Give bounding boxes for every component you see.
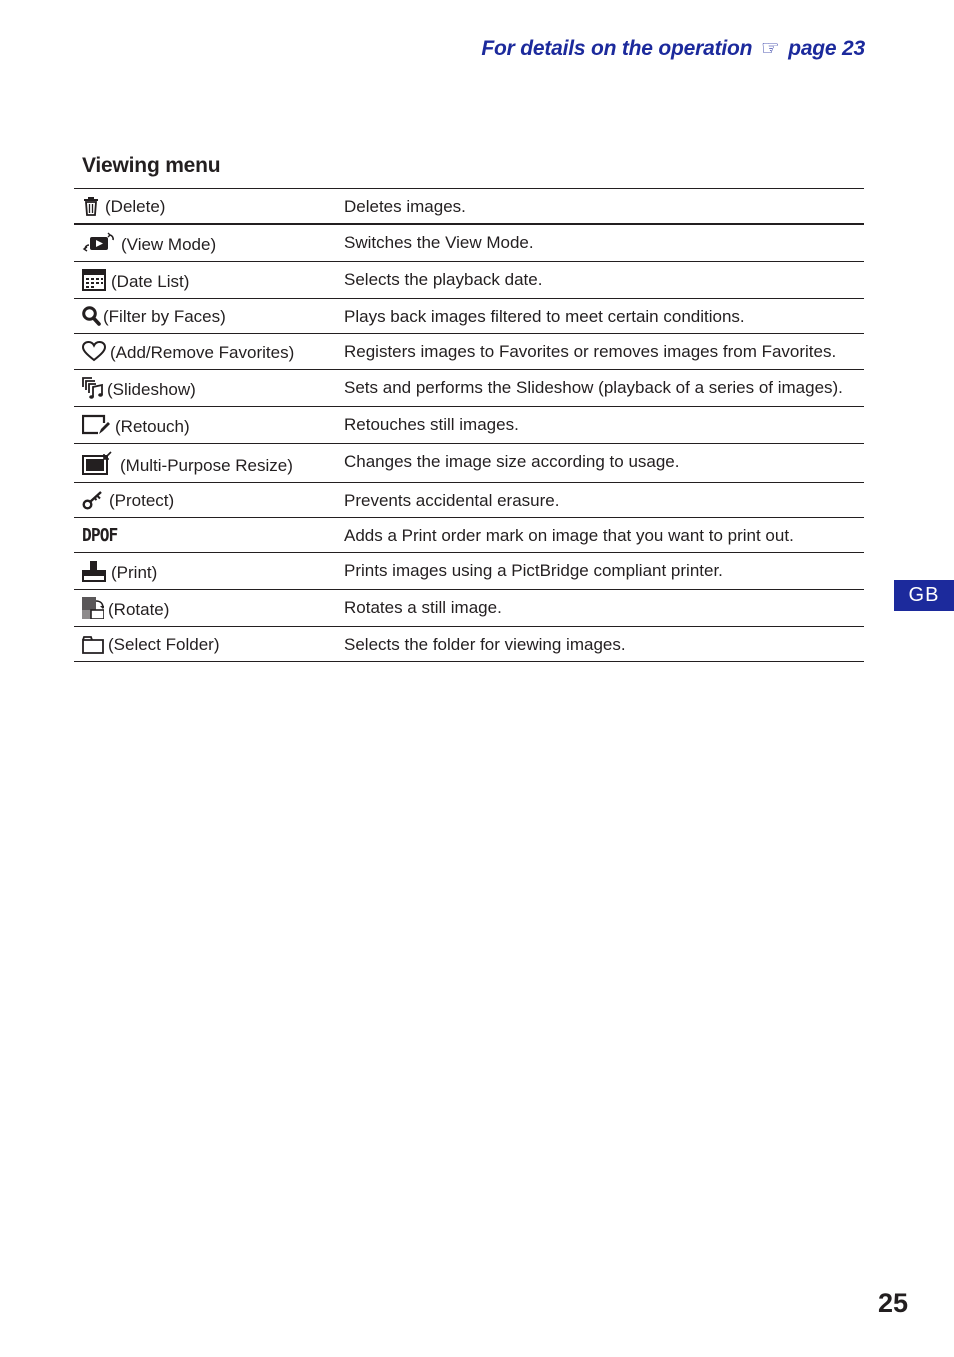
retouch-icon <box>82 414 110 436</box>
slideshow-icon <box>82 377 104 399</box>
menu-item-description: Selects the playback date. <box>344 270 543 289</box>
table-row <box>74 518 864 553</box>
menu-item-label: (Protect) <box>109 491 175 510</box>
folder-icon <box>82 636 104 654</box>
table-row <box>74 483 864 518</box>
menu-item-description: Switches the View Mode. <box>344 233 534 252</box>
viewing-menu-table <box>74 188 864 662</box>
trash-icon <box>82 196 100 216</box>
menu-item-description: Prints images using a PictBridge compliant printer. <box>344 561 723 580</box>
menu-item-label: (Retouch) <box>115 417 190 436</box>
menu-item-cell <box>74 590 336 627</box>
table-row <box>74 299 864 334</box>
dpof-icon: DPOF <box>82 525 118 546</box>
menu-item-description: Prevents accidental erasure. <box>344 491 560 510</box>
print-icon <box>82 560 106 582</box>
section-title: Viewing menu <box>82 154 221 177</box>
menu-item-cell <box>74 553 336 590</box>
menu-item-label: (Print) <box>111 563 158 582</box>
menu-item-description: Selects the folder for viewing images. <box>344 635 626 654</box>
menu-item-description: Rotates a still image. <box>344 598 502 617</box>
menu-item-cell <box>74 627 336 662</box>
menu-item-cell <box>74 224 336 262</box>
table-row <box>74 262 864 299</box>
menu-item-description: Sets and performs the Slideshow (playback of a series of images). <box>344 378 843 397</box>
pointing-hand-icon: ☞ <box>760 37 780 60</box>
menu-item-label: (Date List) <box>111 272 190 291</box>
menu-item-label: (View Mode) <box>121 235 217 254</box>
view-mode-icon <box>82 232 116 254</box>
menu-item-cell <box>74 334 336 370</box>
menu-item-label: (Filter by Faces) <box>103 307 226 326</box>
menu-item-description: Registers images to Favorites or removes images from Favorites. <box>344 342 837 361</box>
resize-icon <box>82 451 112 475</box>
table-row <box>74 224 864 262</box>
menu-item-description: Changes the image size according to usage. <box>344 452 680 471</box>
table-row <box>74 407 864 444</box>
table-row <box>74 444 864 483</box>
table-row <box>74 553 864 590</box>
menu-item-cell <box>74 483 336 518</box>
table-row <box>74 189 864 225</box>
menu-item-cell <box>74 444 336 483</box>
table-row <box>74 627 864 662</box>
menu-item-description: Plays back images filtered to meet certain conditions. <box>344 307 745 326</box>
menu-item-cell <box>74 262 336 299</box>
table-row <box>74 370 864 407</box>
reference-text: For details on the operation <box>481 37 753 60</box>
menu-item-cell <box>74 189 336 225</box>
menu-item-description: Retouches still images. <box>344 415 519 434</box>
key-icon <box>82 490 104 510</box>
operation-reference <box>481 36 865 61</box>
menu-item-description: Adds a Print order mark on image that you want to print out. <box>344 526 794 545</box>
menu-item-cell <box>74 407 336 444</box>
menu-item-description: Deletes images. <box>344 197 466 216</box>
calendar-icon <box>82 269 106 291</box>
reference-page-link[interactable]: page 23 <box>788 37 865 60</box>
magnifier-icon <box>82 306 101 326</box>
menu-item-label: (Rotate) <box>108 600 170 619</box>
menu-item-cell <box>74 299 336 334</box>
heart-icon <box>82 341 106 362</box>
page-number: 25 <box>877 1288 908 1318</box>
rotate-icon <box>82 597 104 619</box>
table-row <box>74 334 864 370</box>
menu-item-cell <box>74 518 336 553</box>
menu-item-label: (Add/Remove Favorites) <box>110 343 295 362</box>
menu-item-label: (Slideshow) <box>107 380 196 399</box>
language-tab: GB <box>894 580 954 611</box>
menu-item-label: (Select Folder) <box>108 635 220 654</box>
menu-item-cell <box>74 370 336 407</box>
table-row <box>74 590 864 627</box>
menu-item-label: (Delete) <box>105 197 166 216</box>
menu-item-label: (Multi-Purpose Resize) <box>120 456 293 475</box>
